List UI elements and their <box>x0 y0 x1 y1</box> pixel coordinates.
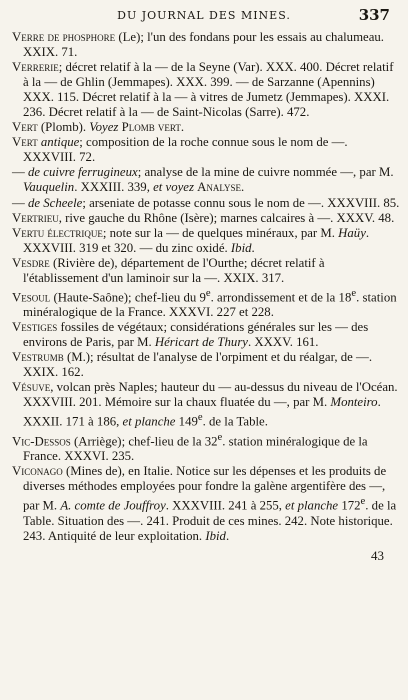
page-number: 337 <box>358 6 390 24</box>
index-entries <box>12 30 400 563</box>
index-entry: Vesdre (Rivière de), département de l'Ourthe; décret relatif à l'établissement d'un laminoir sur la —. XXIX. 317. <box>12 255 325 285</box>
index-entry: — de Scheele; arseniate de potasse connu sous le nom de —. XXXVIII. 85. <box>12 195 400 210</box>
running-title: DU JOURNAL DES MINES. <box>117 9 291 22</box>
index-entry: Vertrieu, rive gauche du Rhône (Isère); marnes calcaires à —. XXXV. 48. <box>12 210 395 225</box>
index-entry: — de cuivre ferrugineux; analyse de la mine de cuivre nommée —, par M. Vauquelin. XXXIII. 339, et voyez Analyse. <box>12 165 394 195</box>
index-entry: Vert antique; composition de la roche connue sous le nom de —. XXXVIII. 72. <box>12 135 348 165</box>
index-entry: Vic-Dessos (Arriège); chef-lieu de la 32e. station minéralogique de la France. XXXVI. 235. <box>12 431 368 464</box>
index-entry: Vesoul (Haute-Saône); chef-lieu du 9e. arrondissement et de la 18e. station minéralogique de la France. XXXVI. 227 et 228. <box>12 287 397 320</box>
signature-mark: 43 <box>371 547 384 563</box>
index-entry: Vertu électrique; note sur la — de quelques minéraux, par M. Haüy. XXXVIII. 319 et 320. — du zinc oxidé. Ibid. <box>12 225 370 255</box>
index-entry: Vestrumb (M.); résultat de l'analyse de l'orpiment et du réalgar, de —. XXIX. 162. <box>12 350 373 380</box>
page-header <box>0 6 408 26</box>
index-entry: Viconago (Mines de), en Italie. Notice sur les dépenses et les produits de diverses méthodes employées pour fondre la galène argentifère des —, par M. A. comte de Jouffroy. XXXVIII. 241 à 255, et planche 172e. de la Table. Situation des —. 241. Produit de ces mines. 242. Note historique. 243. Antiquité de leur exploitation. Ibid. <box>12 464 397 543</box>
index-entry: Verrerie; décret relatif à la — de la Seyne (Var). XXX. 400. Décret relatif à la — de Ghlin (Jemmapes). XXX. 399. — de Sarzanne (Apennins) XXX. 115. Décret relatif à la — à vitres de Jumetz (Jemmapes). XXXI. 236. Décret relatif à la — de Saint-Nicolas (Sarre). 472. <box>12 60 394 120</box>
index-entry: Vert (Plomb). Voyez Plomb vert. <box>12 120 185 135</box>
index-entry: Verre de phosphore (Le); l'un des fondans pour les essais au chalumeau. XXIX. 71. <box>12 30 384 60</box>
index-entry: Vésuve, volcan près Naples; hauteur du — au-dessus du niveau de l'Océan. XXXVIII. 201. Mémoire sur la chaux fluatée du —, par M. Monteiro. XXXII. 171 à 186, et planche 149e. de la Table. <box>12 380 398 429</box>
index-entry: Vestiges fossiles de végétaux; considérations générales sur les — des environs de Paris, par M. Héricart de Thury. XXXV. 161. <box>12 320 369 350</box>
